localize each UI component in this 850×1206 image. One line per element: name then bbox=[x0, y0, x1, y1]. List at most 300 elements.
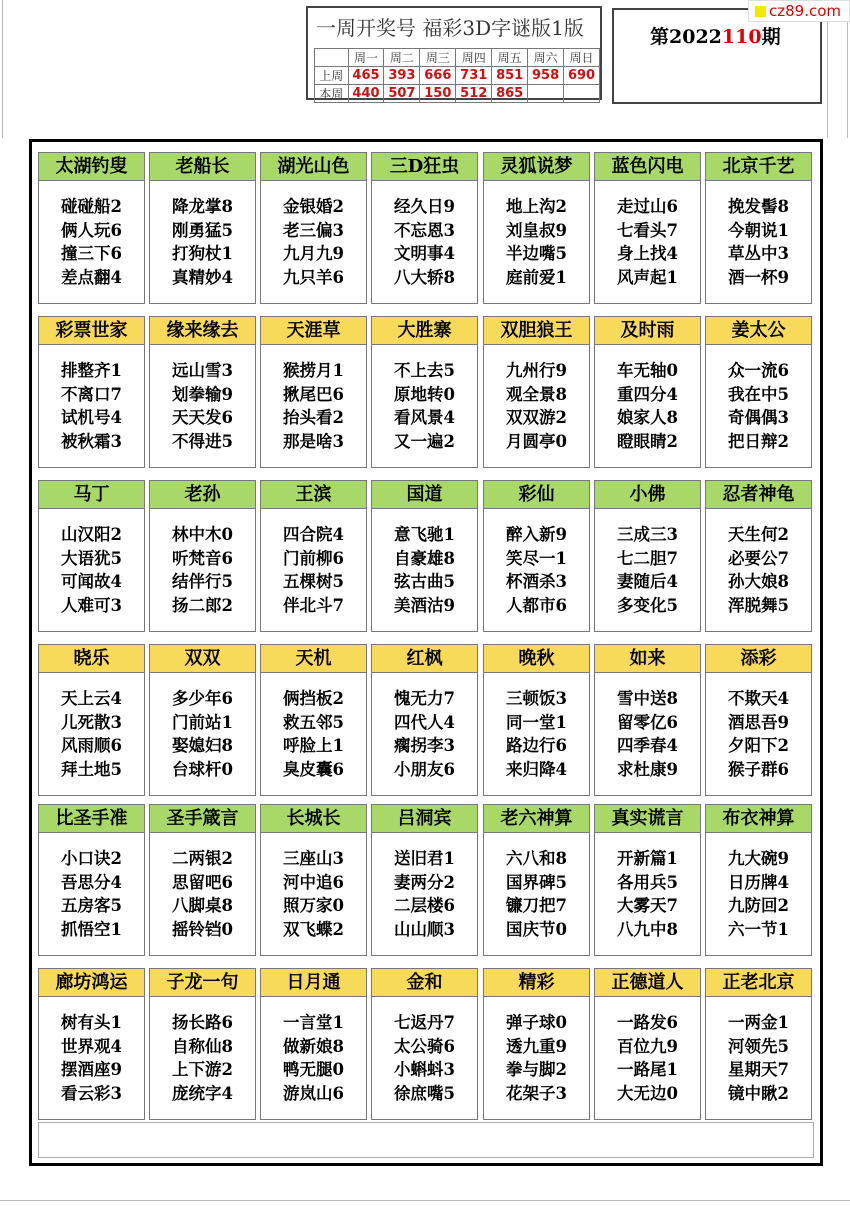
riddle-card bbox=[260, 152, 367, 304]
riddle-line: 人难可3 bbox=[61, 595, 122, 615]
card-title: 日月通 bbox=[261, 969, 366, 997]
card-title: 晚秋 bbox=[484, 645, 589, 673]
riddle-card bbox=[371, 316, 478, 468]
site-watermark bbox=[748, 0, 850, 22]
riddle-line: 孙大娘8 bbox=[728, 572, 789, 591]
riddle-line: 妻两分2 bbox=[394, 872, 455, 892]
riddle-line: 抬头看2 bbox=[283, 408, 344, 427]
corner-cell bbox=[315, 49, 349, 67]
riddle-card bbox=[371, 152, 478, 304]
riddle-line: 娘家人8 bbox=[617, 408, 678, 427]
card-title: 天涯草 bbox=[261, 317, 366, 345]
square-icon bbox=[755, 6, 766, 17]
riddle-card bbox=[705, 644, 812, 796]
issue-number-panel bbox=[612, 8, 822, 104]
riddle-line: 可闻故4 bbox=[61, 572, 122, 591]
riddle-line: 二层楼6 bbox=[394, 896, 455, 915]
riddle-line: 老三偏3 bbox=[283, 220, 344, 240]
riddle-line: 愧无力7 bbox=[394, 689, 455, 708]
draw-number: 666 bbox=[420, 67, 456, 85]
card-riddle-lines bbox=[706, 195, 811, 289]
riddle-line: 车无轴0 bbox=[617, 361, 678, 380]
card-title: 姜太公 bbox=[706, 317, 811, 345]
riddle-line: 不离口7 bbox=[61, 384, 122, 404]
page-bottom-rule bbox=[0, 1200, 850, 1201]
card-title: 老六神算 bbox=[484, 805, 589, 833]
riddle-card bbox=[371, 480, 478, 632]
riddle-line: 八大轿8 bbox=[394, 267, 455, 287]
riddle-line: 夕阳下2 bbox=[728, 736, 789, 755]
riddle-line: 杯酒杀3 bbox=[506, 572, 567, 591]
riddle-card bbox=[149, 804, 256, 956]
riddle-line: 九州行9 bbox=[506, 361, 567, 380]
riddle-line: 多少年6 bbox=[172, 689, 233, 708]
riddle-card bbox=[260, 316, 367, 468]
riddle-line: 七二胆7 bbox=[617, 548, 678, 568]
draw-number: 865 bbox=[492, 85, 528, 103]
riddle-line: 我在中5 bbox=[728, 384, 789, 404]
card-riddle-lines bbox=[484, 195, 589, 289]
riddle-line: 庭前爱1 bbox=[506, 267, 567, 287]
riddle-card bbox=[149, 968, 256, 1120]
riddle-line: 自称仙8 bbox=[172, 1036, 233, 1056]
card-riddle-lines bbox=[372, 847, 477, 941]
card-riddle-lines bbox=[372, 523, 477, 617]
riddle-line: 扬二郎2 bbox=[172, 595, 233, 615]
riddle-line: 挽发髻8 bbox=[728, 197, 789, 216]
riddle-line: 草丛中3 bbox=[728, 244, 789, 263]
card-title: 添彩 bbox=[706, 645, 811, 673]
riddle-card bbox=[705, 152, 812, 304]
riddle-line: 金银婚2 bbox=[283, 197, 344, 216]
riddle-line: 双双游2 bbox=[506, 408, 567, 427]
riddle-line: 弦古曲5 bbox=[394, 572, 455, 591]
riddle-line: 庞统字4 bbox=[172, 1083, 233, 1103]
riddle-line: 自豪雄8 bbox=[394, 548, 455, 568]
draw-number: 507 bbox=[384, 85, 420, 103]
card-title: 精彩 bbox=[484, 969, 589, 997]
card-riddle-lines bbox=[39, 847, 144, 941]
riddle-line: 重四分4 bbox=[617, 384, 678, 404]
issue-number: 110 bbox=[721, 26, 762, 48]
issue-prefix: 第2022 bbox=[650, 26, 722, 48]
riddle-line: 七看头7 bbox=[617, 220, 678, 240]
riddle-line: 意飞驰1 bbox=[394, 525, 455, 544]
riddle-line: 来归降4 bbox=[506, 759, 567, 779]
riddle-line: 刘皇叔9 bbox=[506, 220, 567, 240]
riddle-card bbox=[149, 316, 256, 468]
riddle-line: 一路尾1 bbox=[617, 1060, 678, 1079]
card-riddle-lines bbox=[261, 687, 366, 781]
riddle-line: 上下游2 bbox=[172, 1060, 233, 1079]
riddle-line: 鸭无腿0 bbox=[283, 1060, 344, 1079]
riddle-line: 大语犹5 bbox=[61, 548, 122, 568]
riddle-line: 各用兵5 bbox=[617, 872, 678, 892]
draw-number bbox=[528, 85, 564, 103]
card-title: 大胜寨 bbox=[372, 317, 477, 345]
card-riddle-lines bbox=[150, 1011, 255, 1105]
riddle-line: 远山雪3 bbox=[172, 361, 233, 380]
riddle-line: 酒一杯9 bbox=[728, 267, 789, 287]
riddle-card bbox=[371, 968, 478, 1120]
riddle-line: 七返丹7 bbox=[394, 1013, 455, 1032]
card-riddle-lines bbox=[372, 687, 477, 781]
riddle-line: 不得进5 bbox=[172, 431, 233, 451]
riddle-line: 差点翻4 bbox=[61, 267, 122, 287]
riddle-line: 留零亿6 bbox=[617, 712, 678, 732]
riddle-line: 门前柳6 bbox=[283, 548, 344, 568]
riddle-line: 照万家0 bbox=[283, 896, 344, 915]
riddle-line: 透九重9 bbox=[506, 1036, 567, 1056]
card-title: 蓝色闪电 bbox=[595, 153, 700, 181]
riddle-line: 树有头1 bbox=[61, 1013, 122, 1032]
draw-number: 690 bbox=[564, 67, 600, 85]
card-title: 彩票世家 bbox=[39, 317, 144, 345]
riddle-line: 镜中瞅2 bbox=[728, 1083, 789, 1103]
riddle-line: 多变化5 bbox=[617, 595, 678, 615]
riddle-line: 划拳输9 bbox=[172, 384, 233, 404]
riddle-line: 天天发6 bbox=[172, 408, 233, 427]
day-header: 周四 bbox=[456, 49, 492, 67]
riddle-line: 河中追6 bbox=[283, 872, 344, 892]
riddle-line: 扬长路6 bbox=[172, 1013, 233, 1032]
riddle-line: 儿死散3 bbox=[61, 712, 122, 732]
riddle-card bbox=[594, 152, 701, 304]
riddle-card bbox=[483, 644, 590, 796]
card-title: 缘来缘去 bbox=[150, 317, 255, 345]
card-riddle-lines bbox=[261, 195, 366, 289]
riddle-line: 大无边0 bbox=[617, 1083, 678, 1103]
riddle-card bbox=[371, 804, 478, 956]
riddle-line: 九大碗9 bbox=[728, 849, 789, 868]
card-title: 国道 bbox=[372, 481, 477, 509]
riddle-card bbox=[149, 480, 256, 632]
riddle-line: 听梵音6 bbox=[172, 548, 233, 568]
riddle-line: 思留吧6 bbox=[172, 872, 233, 892]
riddle-line: 打狗杖1 bbox=[172, 244, 233, 263]
riddle-line: 揪尾巴6 bbox=[283, 384, 344, 404]
riddle-line: 三座山3 bbox=[283, 849, 344, 868]
table-row-this-week bbox=[315, 85, 600, 103]
draw-number: 440 bbox=[348, 85, 384, 103]
riddle-line: 九月九9 bbox=[283, 244, 344, 263]
riddle-line: 酒思吾9 bbox=[728, 712, 789, 732]
riddle-line: 天生何2 bbox=[728, 525, 789, 544]
riddle-line: 门前站1 bbox=[172, 712, 233, 732]
card-riddle-lines bbox=[150, 523, 255, 617]
riddle-line: 笑尽一1 bbox=[506, 548, 567, 568]
card-riddle-lines bbox=[595, 847, 700, 941]
riddle-line: 送旧君1 bbox=[394, 849, 455, 868]
riddle-card bbox=[594, 316, 701, 468]
card-title: 太湖钓叟 bbox=[39, 153, 144, 181]
card-title: 红枫 bbox=[372, 645, 477, 673]
riddle-line: 三顿饭3 bbox=[506, 689, 567, 708]
card-title: 晓乐 bbox=[39, 645, 144, 673]
riddle-line: 弹子球0 bbox=[506, 1013, 567, 1032]
riddle-line: 月圆亭0 bbox=[506, 431, 567, 451]
weekly-results-title: 一周开奖号 福彩3D字谜版1版 bbox=[316, 16, 584, 40]
riddle-line: 娶媳妇8 bbox=[172, 736, 233, 755]
riddle-line: 大雾天7 bbox=[617, 896, 678, 915]
riddle-line: 四合院4 bbox=[283, 525, 344, 544]
riddle-card bbox=[594, 804, 701, 956]
riddle-line: 俩挡板2 bbox=[283, 689, 344, 708]
day-header: 周日 bbox=[564, 49, 600, 67]
card-title: 双双 bbox=[150, 645, 255, 673]
riddle-line: 求杜康9 bbox=[617, 759, 678, 779]
riddle-line: 四代人4 bbox=[394, 712, 455, 732]
riddle-line: 撞三下6 bbox=[61, 244, 122, 263]
riddle-line: 猴子群6 bbox=[728, 759, 789, 779]
riddle-line: 降龙掌8 bbox=[172, 197, 233, 216]
riddle-line: 雪中送8 bbox=[617, 689, 678, 708]
card-title: 忍者神龟 bbox=[706, 481, 811, 509]
riddle-line: 必要公7 bbox=[728, 548, 789, 568]
riddle-card bbox=[260, 804, 367, 956]
riddle-card bbox=[594, 968, 701, 1120]
riddle-line: 观全景8 bbox=[506, 384, 567, 404]
riddle-line: 呼脸上1 bbox=[283, 736, 344, 755]
riddle-line: 不上去5 bbox=[394, 361, 455, 380]
riddle-line: 一两金1 bbox=[728, 1013, 789, 1032]
draw-number: 393 bbox=[384, 67, 420, 85]
riddle-line: 看风景4 bbox=[394, 408, 455, 427]
card-riddle-lines bbox=[484, 523, 589, 617]
riddle-card bbox=[483, 480, 590, 632]
row-label: 上周 bbox=[315, 67, 349, 85]
card-riddle-lines bbox=[484, 687, 589, 781]
riddle-line: 风雨顺6 bbox=[61, 736, 122, 755]
day-header: 周五 bbox=[492, 49, 528, 67]
card-title: 廊坊鸿运 bbox=[39, 969, 144, 997]
riddle-line: 小口诀2 bbox=[61, 849, 122, 868]
card-title: 吕洞宾 bbox=[372, 805, 477, 833]
riddle-line: 山山顺3 bbox=[394, 919, 455, 939]
card-title: 彩仙 bbox=[484, 481, 589, 509]
riddle-line: 原地转0 bbox=[394, 384, 455, 404]
card-title: 湖光山色 bbox=[261, 153, 366, 181]
riddle-line: 开新篇1 bbox=[617, 849, 678, 868]
riddle-line: 徐庶嘴5 bbox=[394, 1083, 455, 1103]
card-title: 北京千艺 bbox=[706, 153, 811, 181]
riddle-line: 天上云4 bbox=[61, 689, 122, 708]
card-title: 布衣神算 bbox=[706, 805, 811, 833]
riddle-line: 抓悟空1 bbox=[61, 919, 122, 939]
riddle-line: 一路发6 bbox=[617, 1013, 678, 1032]
riddle-line: 小朋友6 bbox=[394, 759, 455, 779]
riddle-card bbox=[38, 644, 145, 796]
card-title: 老孙 bbox=[150, 481, 255, 509]
riddle-line: 同一堂1 bbox=[506, 712, 567, 732]
riddle-line: 猴捞月1 bbox=[283, 361, 344, 380]
day-header: 周二 bbox=[384, 49, 420, 67]
card-riddle-lines bbox=[372, 195, 477, 289]
card-title: 比圣手准 bbox=[39, 805, 144, 833]
riddle-line: 把日辩2 bbox=[728, 431, 789, 451]
card-riddle-lines bbox=[261, 847, 366, 941]
riddle-line: 河领先5 bbox=[728, 1036, 789, 1056]
riddle-card bbox=[705, 804, 812, 956]
riddle-line: 奇偶偶3 bbox=[728, 408, 789, 427]
riddle-line: 游岚山6 bbox=[283, 1083, 344, 1103]
riddle-line: 地上沟2 bbox=[506, 197, 567, 216]
day-header: 周一 bbox=[348, 49, 384, 67]
riddle-line: 文明事4 bbox=[394, 244, 455, 263]
riddle-line: 花架子3 bbox=[506, 1083, 567, 1103]
card-title: 天机 bbox=[261, 645, 366, 673]
card-title: 老船长 bbox=[150, 153, 255, 181]
riddle-line: 那是啥3 bbox=[283, 431, 344, 451]
card-riddle-lines bbox=[484, 359, 589, 453]
card-riddle-lines bbox=[484, 1011, 589, 1105]
card-title: 马丁 bbox=[39, 481, 144, 509]
riddle-card bbox=[260, 644, 367, 796]
weekly-days-header bbox=[315, 49, 600, 67]
riddle-card bbox=[260, 968, 367, 1120]
riddle-line: 看云彩3 bbox=[61, 1083, 122, 1103]
riddle-card bbox=[149, 152, 256, 304]
riddle-line: 六八和8 bbox=[506, 849, 567, 868]
card-title: 灵狐说梦 bbox=[484, 153, 589, 181]
riddle-line: 瘸拐李3 bbox=[394, 736, 455, 755]
card-title: 正老北京 bbox=[706, 969, 811, 997]
riddle-line: 伴北斗7 bbox=[283, 595, 344, 615]
day-header: 周六 bbox=[528, 49, 564, 67]
riddle-line: 妻随后4 bbox=[617, 572, 678, 591]
card-title: 长城长 bbox=[261, 805, 366, 833]
row-label: 本周 bbox=[315, 85, 349, 103]
issue-title bbox=[650, 22, 781, 49]
riddle-card bbox=[705, 316, 812, 468]
draw-number: 851 bbox=[492, 67, 528, 85]
watermark-text: cz89.com bbox=[769, 2, 842, 20]
draw-number: 958 bbox=[528, 67, 564, 85]
riddle-line: 真精妙4 bbox=[172, 267, 233, 287]
card-riddle-lines bbox=[706, 1011, 811, 1105]
riddle-card bbox=[594, 644, 701, 796]
card-riddle-lines bbox=[595, 687, 700, 781]
draw-number: 731 bbox=[456, 67, 492, 85]
card-riddle-lines bbox=[261, 523, 366, 617]
weekly-results-panel bbox=[306, 6, 602, 100]
riddle-line: 不欺天4 bbox=[728, 689, 789, 708]
draw-number bbox=[564, 85, 600, 103]
riddle-card bbox=[260, 480, 367, 632]
card-title: 如来 bbox=[595, 645, 700, 673]
riddle-card bbox=[483, 316, 590, 468]
card-riddle-lines bbox=[595, 195, 700, 289]
riddle-line: 六一节1 bbox=[728, 919, 789, 939]
riddle-line: 山汉阳2 bbox=[61, 525, 122, 544]
riddle-line: 三成三3 bbox=[617, 525, 678, 544]
riddle-card bbox=[483, 804, 590, 956]
riddle-line: 日历牌4 bbox=[728, 872, 789, 892]
riddle-line: 世界观4 bbox=[61, 1036, 122, 1056]
card-riddle-lines bbox=[150, 687, 255, 781]
riddle-line: 一言堂1 bbox=[283, 1013, 344, 1032]
card-riddle-lines bbox=[706, 847, 811, 941]
card-riddle-lines bbox=[39, 359, 144, 453]
riddle-line: 摆酒座9 bbox=[61, 1060, 122, 1079]
riddle-line: 试机号4 bbox=[61, 408, 122, 427]
riddle-card bbox=[483, 152, 590, 304]
card-riddle-lines bbox=[595, 359, 700, 453]
card-title: 子龙一句 bbox=[150, 969, 255, 997]
riddle-card bbox=[705, 480, 812, 632]
riddle-line: 九防回2 bbox=[728, 896, 789, 915]
riddle-card bbox=[38, 804, 145, 956]
day-header: 周三 bbox=[420, 49, 456, 67]
riddle-line: 半边嘴5 bbox=[506, 244, 567, 263]
card-riddle-lines bbox=[261, 359, 366, 453]
riddle-line: 走过山6 bbox=[617, 197, 678, 216]
riddle-line: 九只羊6 bbox=[283, 267, 344, 287]
riddle-line: 又一遍2 bbox=[394, 431, 455, 451]
card-title: 圣手箴言 bbox=[150, 805, 255, 833]
riddle-line: 五房客5 bbox=[61, 896, 122, 915]
riddle-card bbox=[483, 968, 590, 1120]
riddle-line: 臭皮囊6 bbox=[283, 759, 344, 779]
riddle-line: 百位九9 bbox=[617, 1036, 678, 1056]
card-riddle-lines bbox=[484, 847, 589, 941]
riddle-line: 摇铃铛0 bbox=[172, 919, 233, 939]
riddle-card bbox=[594, 480, 701, 632]
weekly-results-table bbox=[314, 48, 600, 103]
card-riddle-lines bbox=[706, 523, 811, 617]
riddle-line: 被秋霜3 bbox=[61, 431, 122, 451]
riddle-line: 经久日9 bbox=[394, 197, 455, 216]
riddle-line: 拜土地5 bbox=[61, 759, 122, 779]
card-riddle-lines bbox=[706, 359, 811, 453]
card-title: 及时雨 bbox=[595, 317, 700, 345]
card-riddle-lines bbox=[39, 1011, 144, 1105]
riddle-line: 星期天7 bbox=[728, 1060, 789, 1079]
riddle-card bbox=[38, 316, 145, 468]
table-row-last-week bbox=[315, 67, 600, 85]
riddle-line: 八九中8 bbox=[617, 919, 678, 939]
riddle-line: 俩人玩6 bbox=[61, 220, 122, 240]
card-title: 王滨 bbox=[261, 481, 366, 509]
riddle-line: 国界碑5 bbox=[506, 872, 567, 892]
riddle-line: 四季春4 bbox=[617, 736, 678, 755]
riddle-line: 五棵树5 bbox=[283, 572, 344, 591]
riddle-line: 瞪眼睛2 bbox=[617, 431, 678, 451]
card-riddle-lines bbox=[261, 1011, 366, 1105]
riddle-line: 排整齐1 bbox=[61, 361, 122, 380]
card-title: 正德道人 bbox=[595, 969, 700, 997]
riddle-line: 风声起1 bbox=[617, 267, 678, 287]
riddle-line: 镰刀把7 bbox=[506, 896, 567, 915]
riddle-card bbox=[149, 644, 256, 796]
riddle-card bbox=[705, 968, 812, 1120]
riddle-line: 拳与脚2 bbox=[506, 1060, 567, 1079]
riddle-line: 吾思分4 bbox=[61, 872, 122, 892]
riddle-line: 浑脱舞5 bbox=[728, 595, 789, 615]
card-title: 小佛 bbox=[595, 481, 700, 509]
riddle-line: 醉入新9 bbox=[506, 525, 567, 544]
card-riddle-lines bbox=[150, 359, 255, 453]
riddle-line: 八脚桌8 bbox=[172, 896, 233, 915]
card-riddle-lines bbox=[150, 195, 255, 289]
card-riddle-lines bbox=[39, 195, 144, 289]
card-riddle-lines bbox=[706, 687, 811, 781]
draw-number: 150 bbox=[420, 85, 456, 103]
card-title: 金和 bbox=[372, 969, 477, 997]
card-riddle-lines bbox=[150, 847, 255, 941]
riddle-line: 众一流6 bbox=[728, 361, 789, 380]
riddle-line: 做新娘8 bbox=[283, 1036, 344, 1056]
